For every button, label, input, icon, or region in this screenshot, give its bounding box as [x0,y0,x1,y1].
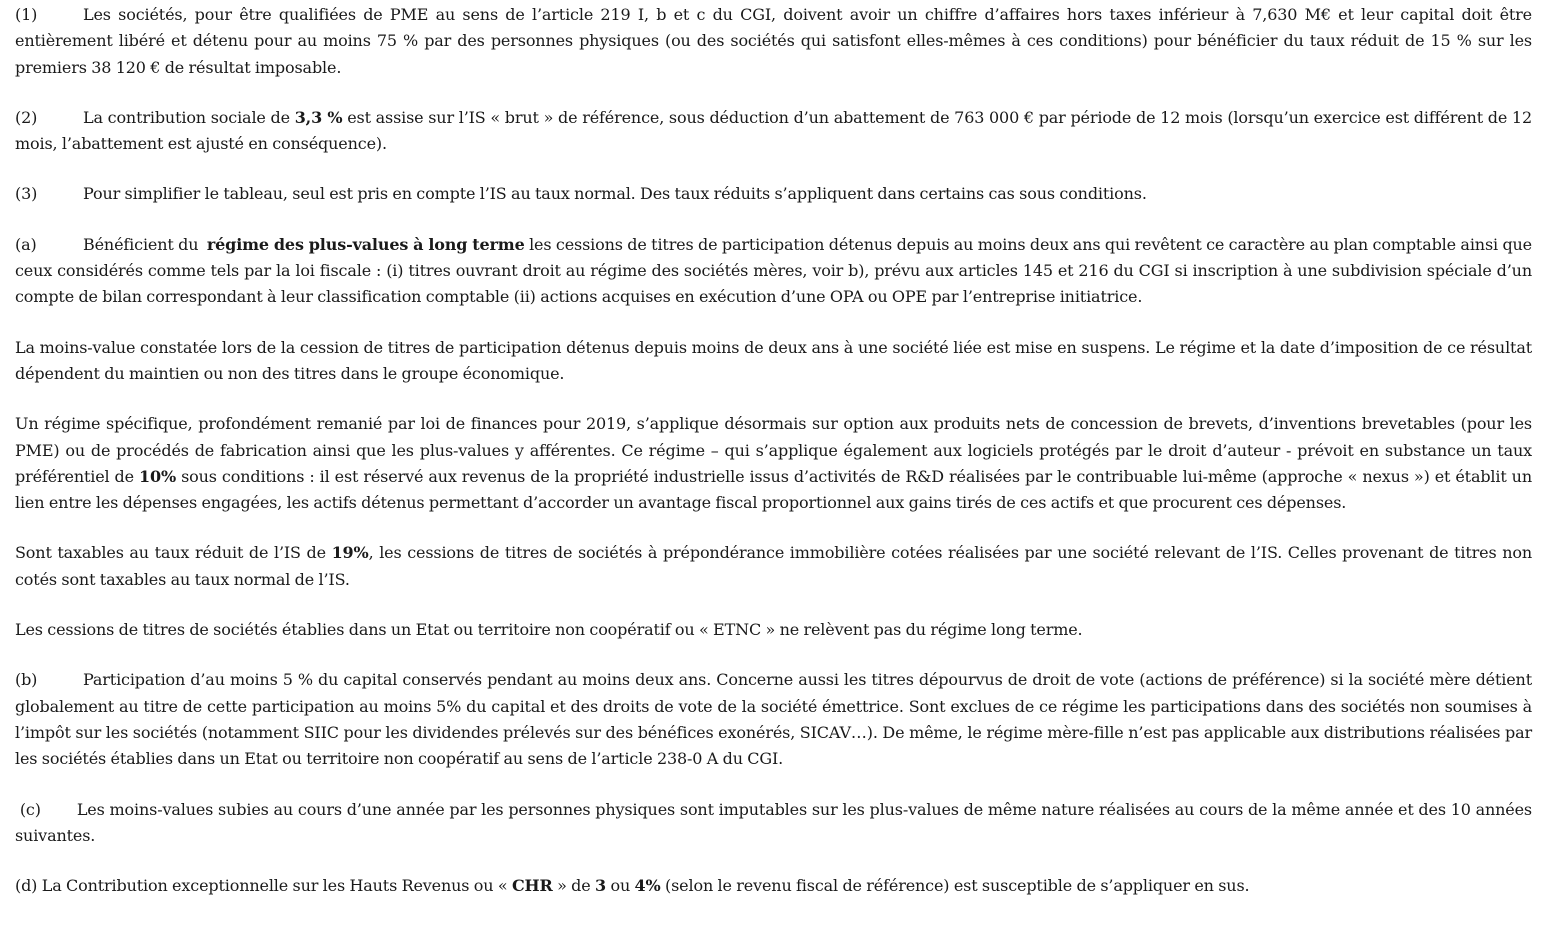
bold-rate: 10% [139,466,177,486]
paragraph-text: sous conditions : il est réservé aux revenus de la propriété industrielle issus d’activités de R&D réalisées par le contribuable lui-même (approche « nexus ») et établit un lien entre les dépenses engagées, les actifs détenus permettant d’accorder un avantage fiscal proportionnel aux gains tirés de ces actifs et que procurent ces dépenses. [15,466,1532,513]
footnote-marker: (3) [15,184,38,204]
footnote-marker: (1) [15,5,38,24]
footnote-marker: (c) [19,799,41,819]
footnotes-page [15,0,1532,899]
paragraph-text: La moins-value constatée lors de la cession de titres de participation détenus depuis moins de deux ans à une société liée est mise en suspens. Le régime et la date d’imposition de ce résultat dépendent du maintien ou non des titres dans le groupe économique. [15,337,1532,383]
bold-term: CHR [511,876,553,896]
bold-rate: 3 [595,876,607,896]
paragraph-text: Les cessions de titres de sociétés établies dans un Etat ou territoire non coopératif ou « ETNC » ne relèvent pas du régime long terme. [15,620,1083,640]
footnote-text: Participation d’au moins 5 % du capital conservés pendant au moins deux ans. Concerne aussi les titres dépourvus de droit de vote (actions de préférence) si la société mère détient globalement au titre de cette participation au moins 5% du capital et des droits de vote de la société émettrice. Sont exclues de ce régime les participations dans des sociétés non soumises à l’impôt sur les sociétés (notamment SIIC pour les dividendes prélevés sur des bénéfices exonérés, SICAV…). De même, le régime mère-fille n’est pas applicable aux distributions réalisées par les sociétés établies dans un Etat ou territoire non coopératif au sens de l’article 238-0 A du CGI. [15,670,1532,769]
footnote-text: (selon le revenu fiscal de référence) est susceptible de s’appliquer en sus. [665,876,1250,896]
footnote-text: est assise sur l’IS « brut » de référence, sous déduction d’un abattement de 763 000 € par période de 12 mois (lorsqu’un exercice est différent de 12 mois, l’abattement est ajusté en conséquence). [15,107,1532,154]
paragraph-taux-reduit [15,540,1532,593]
footnote-marker: (b) [15,670,38,690]
bold-term: régime des plus-values à long terme [206,234,525,254]
paragraph-etnc [15,617,1532,643]
footnote-marker: (a) [15,234,37,254]
footnote-text: La contribution sociale de [83,107,290,127]
footnote-b [15,667,1532,772]
footnote-marker: (d) [15,876,38,896]
footnote-marker: (2) [15,107,38,127]
paragraph-text: Un régime spécifique, profondément remanié par loi de finances pour 2019, s’applique désormais sur option aux produits nets de concession de brevets, d’inventions brevetables (pour les PME) ou de procédés de fabrication ainsi que les plus-values y afférentes. Ce régime – qui s’applique également aux logiciels protégés par le droit d’auteur - prévoit en substance un taux préférentiel de [15,414,1532,486]
paragraph-text: Sont taxables au taux réduit de l’IS de [15,543,326,563]
footnote-text: Pour simplifier le tableau, seul est pris en compte l’IS au taux normal. Des taux réduits s’appliquent dans certains cas sous conditions. [83,184,1147,204]
footnote-text: les cessions de titres de participation détenus depuis au moins deux ans qui revêtent ce caractère au plan comptable ainsi que ceux considérés comme tels par la loi fiscale : (i) titres ouvrant droit au régime des sociétés mères, voir b), prévu aux articles 145 et 216 du CGI si inscription à une subdivision spéciale d’un compte de bilan correspondant à leur classification comptable (ii) actions acquises en exécution d’une OPA ou OPE par l’entreprise initiatrice. [15,234,1533,307]
footnote-text: La Contribution exceptionnelle sur les Hauts Revenus ou « [41,876,508,896]
bold-rate: 4% [634,876,661,896]
footnote-d [15,873,1532,899]
footnote-text: » de [557,876,591,896]
footnote-2 [15,105,1532,158]
bold-rate: 19% [331,543,369,563]
footnote-text: Les moins-values subies au cours d’une année par les personnes physiques sont imputables sur les plus-values de même nature réalisées au cours de la même année et des 10 années suivantes. [15,799,1532,845]
footnote-text: Bénéficient du [83,234,199,254]
bold-rate: 3,3 % [294,107,343,127]
paragraph-moins-value [15,335,1532,388]
footnote-a [15,232,1532,311]
footnote-c [15,797,1532,850]
paragraph-regime-specifique [15,411,1532,516]
footnote-3 [15,181,1532,207]
footnote-text: Les sociétés, pour être qualifiées de PME au sens de l’article 219 I, b et c du CGI, doivent avoir un chiffre d’affaires hors taxes inférieur à 7,630 M€ et leur capital doit être entièrement libéré et détenu pour au moins 75 % par des personnes physiques (ou des sociétés qui satisfont elles-mêmes à ces conditions) pour bénéficier du taux réduit de 15 % sur les premiers 38 120 € de résultat imposable. [15,5,1532,77]
paragraph-text: , les cessions de titres de sociétés à prépondérance immobilière cotées réalisées par une société relevant de l’IS. Celles provenant de titres non cotés sont taxables au taux normal de l’IS. [15,543,1532,589]
footnote-text: ou [610,876,631,896]
footnote-1 [15,2,1532,81]
